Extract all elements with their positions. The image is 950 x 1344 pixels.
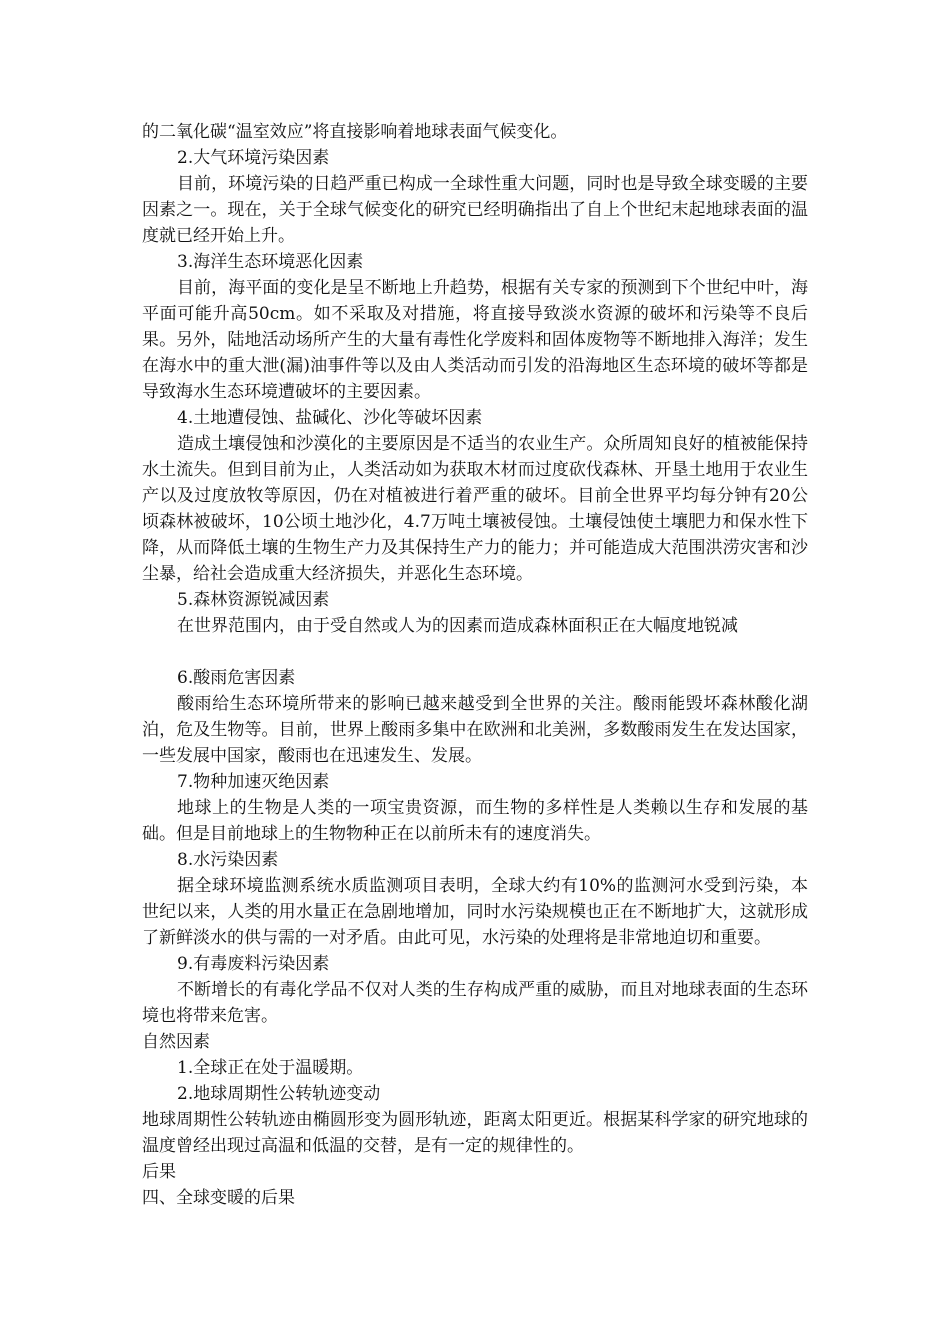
section-heading-toxic-waste: 9.有毒废料污染因素: [177, 954, 330, 974]
section-heading-species-extinction: 7.物种加速灭绝因素: [177, 772, 330, 792]
paragraph-acid-rain: 酸雨给生态环境所带来的影响已越来越受到全世界的关注。酸雨能毁坏森林酸化湖泊，危及生物等。目前，世界上酸雨多集中在欧洲和北美洲，多数酸雨发生在发达国家，一些发展中国家，酸雨也在迅速发生、发展。: [142, 694, 808, 766]
paragraph-ocean-ecology: 目前，海平面的变化是呈不断地上升趋势，根据有关专家的预测到下个世纪中叶，海平面可能升高50cm。如不采取及对措施，将直接导致淡水资源的破坏和污染等不良后果。另外，陆地活动场所产生的大量有毒性化学废料和固体废物等不断地排入海洋；发生在海水中的重大泄(漏)油事件等以及由人类活动而引发的沿海地区生态环境的破坏等都是导致海水生态环境遭破坏的主要因素。: [142, 278, 808, 402]
section-heading-ocean-ecology: 3.海洋生态环境恶化因素: [177, 252, 364, 272]
blank-line: [142, 639, 808, 665]
paragraph-species-extinction: 地球上的生物是人类的一项宝贵资源，而生物的多样性是人类赖以生存和发展的基础。但是目前地球上的生物物种正在以前所未有的速度消失。: [142, 798, 808, 844]
section-heading-acid-rain: 6.酸雨危害因素: [177, 668, 296, 688]
section-heading-consequences: 后果: [142, 1162, 176, 1182]
list-item-orbit-change: 2.地球周期性公转轨迹变动: [177, 1084, 381, 1104]
paragraph-intro-continuation: 的二氧化碳“温室效应”将直接影响着地球表面气候变化。: [142, 122, 568, 142]
paragraph-air-pollution: 目前，环境污染的日趋严重已构成一全球性重大问题，同时也是导致全球变暖的主要因素之一。现在，关于全球气候变化的研究已经明确指出了自上个世纪末起地球表面的温度就已经开始上升。: [142, 174, 808, 246]
paragraph-land-erosion: 造成土壤侵蚀和沙漠化的主要原因是不适当的农业生产。众所周知良好的植被能保持水土流失。但到目前为止，人类活动如为获取木材而过度砍伐森林、开垦土地用于农业生产以及过度放牧等原因，仍在对植被进行着严重的破坏。目前全世界平均每分钟有20公顷森林被破坏，10公顷土地沙化，4.7万吨土壤被侵蚀。土壤侵蚀使土壤肥力和保水性下降，从而降低土壤的生物生产力及其保持生产力的能力；并可能造成大范围洪涝灾害和沙尘暴，给社会造成重大经济损失，并恶化生态环境。: [142, 434, 808, 584]
section-heading-natural-factors: 自然因素: [142, 1032, 210, 1052]
paragraph-forest-loss: 在世界范围内，由于受自然或人为的因素而造成森林面积正在大幅度地锐减: [177, 616, 738, 636]
chapter-heading-global-warming-consequences: 四、全球变暖的后果: [142, 1188, 295, 1208]
section-heading-forest-loss: 5.森林资源锐减因素: [177, 590, 330, 610]
section-heading-water-pollution: 8.水污染因素: [177, 850, 279, 870]
paragraph-water-pollution: 据全球环境监测系统水质监测项目表明，全球大约有10%的监测河水受到污染，本世纪以来，人类的用水量正在急剧地增加，同时水污染规模也正在不断地扩大，这就形成了新鲜淡水的供与需的一对矛盾。由此可见，水污染的处理将是非常地迫切和重要。: [142, 876, 808, 948]
paragraph-orbit-change: 地球周期性公转轨迹由椭圆形变为圆形轨迹，距离太阳更近。根据某科学家的研究地球的温度曾经出现过高温和低温的交替，是有一定的规律性的。: [142, 1110, 808, 1156]
paragraph-toxic-waste: 不断增长的有毒化学品不仅对人类的生存构成严重的威胁，而且对地球表面的生态环境也将带来危害。: [142, 980, 808, 1026]
section-heading-land-erosion: 4.土地遭侵蚀、盐碱化、沙化等破坏因素: [177, 408, 483, 428]
document-body: [142, 119, 808, 1211]
section-heading-air-pollution: 2.大气环境污染因素: [177, 148, 330, 168]
list-item-warm-period: 1.全球正在处于温暖期。: [177, 1058, 364, 1078]
